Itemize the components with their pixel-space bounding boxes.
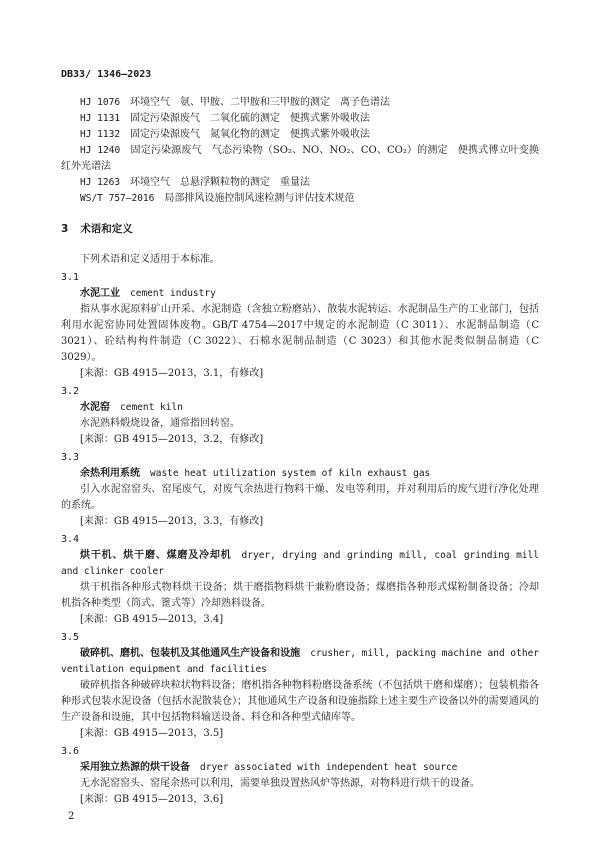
term-source: [来源：GB 4915—2013，3.2，有修改]	[80, 434, 264, 445]
term-number: 3.4	[61, 534, 80, 545]
term-title	[61, 400, 539, 416]
reference-item	[61, 191, 539, 207]
reference-title: 环境空气 总悬浮颗粒物的测定 重量法	[130, 177, 311, 188]
section-title: 术语和定义	[80, 223, 133, 235]
normative-reference-list	[61, 95, 539, 207]
reference-title: 固定污染源废气 气态污染物（SO₂、NO、NO₂、CO、CO₂）的测定 便携式傅立叶变换红外光谱法	[61, 145, 540, 172]
term-entry	[61, 384, 539, 448]
term-definition: 无水泥窑窑头、窑尾余热可以利用，需要单独设置热风炉等热源，对物料进行烘干的设备。	[80, 778, 480, 789]
reference-item	[61, 175, 539, 191]
term-source: [来源：GB 4915—2013，3.3，有修改]	[80, 516, 264, 527]
reference-title: 固定污染源废气 二氧化硫的测定 便携式紫外吸收法	[130, 113, 371, 124]
section-number: 3	[61, 223, 69, 235]
reference-code: HJ 1240	[80, 145, 121, 156]
term-chinese: 水泥窑	[80, 402, 110, 413]
reference-item	[61, 143, 539, 175]
reference-code: WS/T 757—2016	[80, 193, 155, 204]
term-entry	[61, 744, 539, 808]
term-number: 3.1	[61, 272, 80, 283]
term-definition: 烘干机指各种形式物料烘干设备；烘干磨指物料烘干兼粉磨设备；煤磨指各种形式煤粉制备设备；冷却机指各种类型（筒式、篦式等）冷却熟料设备。	[61, 582, 539, 609]
term-english: cement industry	[130, 288, 216, 299]
term-number: 3.5	[61, 632, 80, 643]
term-definition: 破碎机指各种破碎块粒状物料设备；磨机指各种物料粉磨设备系统（不包括烘干磨和煤磨）；包装机指各种形式包装水泥设备（包括水泥散装仓）；其他通风生产设备和设施指除上述主要生产设备以外的需要通风的生产设备和设施，其中包括物料输送设备、料仓和各种型式储库等。	[61, 680, 539, 723]
term-english: crusher, mill, packing machine and other ventilation equipment and facilities	[61, 648, 540, 675]
term-entry	[61, 630, 539, 742]
reference-code: HJ 1132	[80, 129, 121, 140]
term-number: 3.6	[61, 746, 80, 757]
section-intro: 下列术语和定义适用于本标准。	[80, 254, 220, 265]
term-entry	[61, 450, 539, 530]
term-chinese: 破碎机、磨机、包装机及其他通风生产设备和设施	[80, 648, 301, 659]
term-english: waste heat utilization system of kiln exhaust gas	[150, 468, 431, 479]
term-chinese: 水泥工业	[80, 288, 120, 299]
page-number: 2	[68, 811, 75, 822]
term-source: [来源：GB 4915—2013，3.5]	[80, 728, 224, 739]
term-english: cement kiln	[120, 402, 183, 413]
term-entry	[61, 532, 539, 628]
term-english: dryer associated with independent heat source	[200, 762, 458, 773]
reference-title: 固定污染源废气 氮氧化物的测定 便携式紫外吸收法	[130, 129, 371, 140]
term-number: 3.3	[61, 452, 80, 463]
term-source: [来源：GB 4915—2013，3.4]	[80, 614, 224, 625]
reference-item	[61, 111, 539, 127]
term-chinese: 采用独立热源的烘干设备	[80, 762, 190, 773]
term-title	[61, 548, 539, 580]
term-definition: 水泥熟料煅烧设备，通常指回转窑。	[80, 418, 240, 429]
term-source: [来源：GB 4915—2013，3.6]	[80, 794, 224, 805]
reference-title: 环境空气 氨、甲胺、二甲胺和三甲胺的测定 离子色谱法	[130, 97, 391, 108]
reference-title: 局部排风设施控制风速检测与评估技术规范	[164, 193, 355, 204]
section-heading	[61, 221, 133, 236]
term-entry	[61, 270, 539, 382]
term-definition: 指从事水泥原料矿山开采、水泥制造（含独立粉磨站）、散装水泥转运、水泥制品生产的工业部门，包括利用水泥窑协同处置固体废物。GB/T 4754—2017中规定的水泥制造（C 3011）、水泥制品制造（C 3021）、砼结构构件制造（C 3022）、石棉水泥制品制造（C 3023）和其他水泥类似制品制造（C 3029）。	[61, 304, 539, 363]
term-list	[61, 268, 539, 808]
reference-item	[61, 127, 539, 143]
reference-code: HJ 1131	[80, 113, 121, 124]
term-definition: 引入水泥窑窑头、窑尾废气，对废气余热进行物料干燥、发电等利用，并对利用后的废气进行净化处理的系统。	[61, 484, 539, 511]
term-source: [来源：GB 4915—2013，3.1，有修改]	[80, 368, 264, 379]
term-title	[61, 646, 539, 678]
term-english: dryer, drying and grinding mill, coal grinding mill and clinker cooler	[61, 550, 539, 577]
term-chinese: 烘干机、烘干磨、煤磨及冷却机	[80, 550, 232, 561]
term-chinese: 余热利用系统	[80, 468, 140, 479]
term-number: 3.2	[61, 386, 80, 397]
term-title	[61, 466, 539, 482]
term-title	[61, 286, 539, 302]
reference-code: HJ 1076	[80, 97, 121, 108]
term-title	[61, 760, 539, 776]
document-id: DB33/ 1346—2023	[61, 69, 152, 80]
reference-code: HJ 1263	[80, 177, 121, 188]
reference-item	[61, 95, 539, 111]
